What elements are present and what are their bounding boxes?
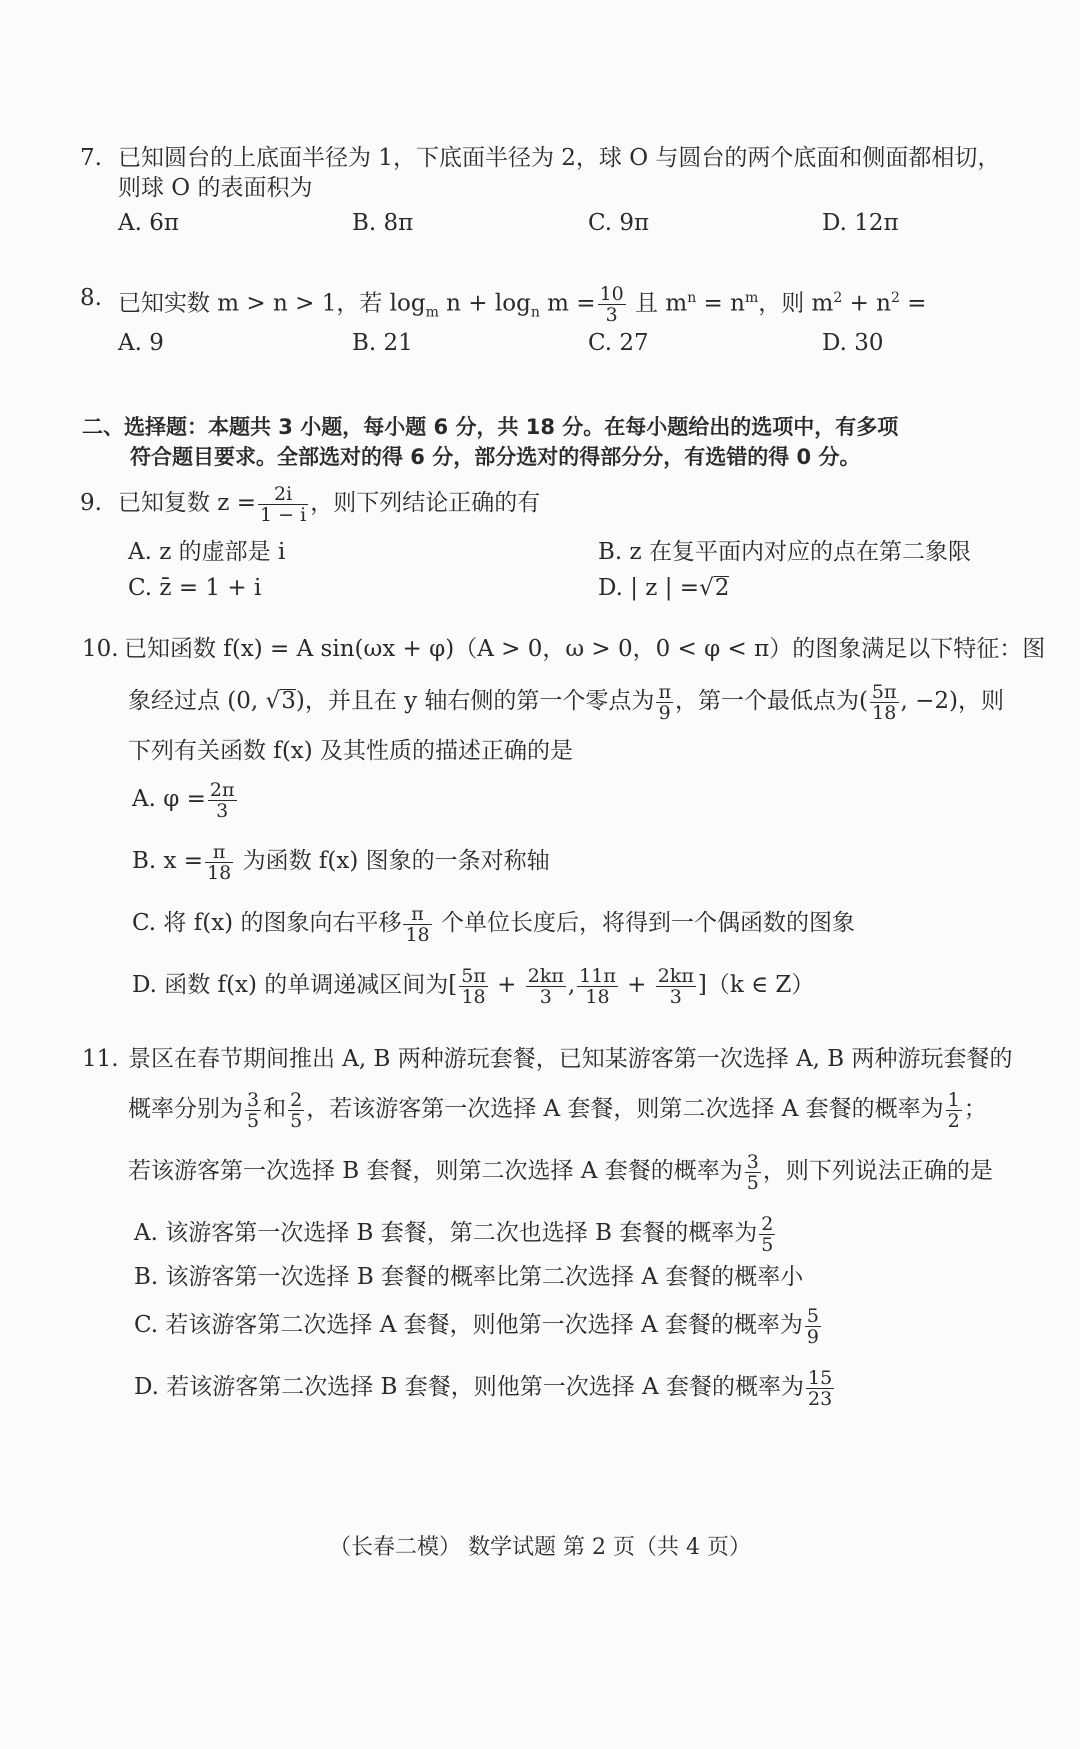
- fraction: $\frac{15}{23}$: [808, 1366, 833, 1410]
- question-text-line: 已知复数 z = $\frac{2i}{1 - i}$ ，则下列结论正确的有: [118, 482, 541, 526]
- option-a: A. φ = $\frac{2\pi}{3}$: [132, 778, 235, 822]
- question-text-line: 若该游客第一次选择 B 套餐，则第二次选择 A 套餐的概率为 $\frac{3}{5}$ ，则下列说法正确的是: [128, 1150, 993, 1194]
- question-text-line: 已知圆台的上底面半径为 1，下底面半径为 2，球 O 与圆台的两个底面和侧面都相切，: [118, 145, 1001, 171]
- option-c: C. 27: [588, 330, 649, 356]
- section-heading-line: 二、选择题：本题共 3 小题，每小题 6 分，共 18 分。在每小题给出的选项中，有多项: [82, 415, 899, 439]
- option-a: A. 9: [118, 330, 164, 356]
- option-d: D. 12π: [822, 210, 899, 236]
- fraction: $\frac{\pi}{9}$: [658, 680, 671, 724]
- option-c: C. z̄ = 1 + i: [128, 575, 262, 601]
- fraction: $\frac{3}{5}$: [247, 1088, 260, 1132]
- question-text-line: 景区在春节期间推出 A, B 两种游玩套餐，已知某游客第一次选择 A, B 两种游玩套餐的: [128, 1046, 1013, 1072]
- question-number: 9.: [80, 490, 102, 516]
- section-heading-line: 符合题目要求。全部选对的得 6 分，部分选对的得部分分，有选错的得 0 分。: [130, 445, 861, 469]
- question-text-line: 下列有关函数 f(x) 及其性质的描述正确的是: [128, 738, 574, 764]
- fraction: $\frac{2}{5}$: [761, 1212, 774, 1256]
- option-a: A. 6π: [118, 210, 179, 236]
- fraction: $\frac{5\pi}{18}$: [461, 964, 486, 1008]
- page-footer: （长春二模） 数学试题 第 2 页（共 4 页）: [329, 1535, 751, 1560]
- fraction: $\frac{2}{5}$: [290, 1088, 303, 1132]
- option-a: A. z 的虚部是 i: [128, 539, 286, 565]
- option-b: B. 该游客第一次选择 B 套餐的概率比第二次选择 A 套餐的概率小: [134, 1264, 804, 1290]
- option-b: B. z 在复平面内对应的点在第二象限: [598, 539, 971, 565]
- option-b: B. 21: [352, 330, 413, 356]
- option-b: B. x = $\frac{\pi}{18}$ 为函数 f(x) 图象的一条对称轴: [132, 840, 550, 884]
- fraction: $\frac{\pi}{18}$: [207, 840, 232, 884]
- option-d: D. 函数 f(x) 的单调递减区间为[ $\frac{5\pi}{18}$ + $\frac{2k\pi}{3}$ , $\frac{11\pi}{18}$ + $\frac{2k\pi}{3}$ ]（k ∈ Z）: [132, 964, 815, 1008]
- option-b: B. 8π: [352, 210, 414, 236]
- fraction: $\frac{10}{3}$: [599, 283, 624, 327]
- fraction: $\frac{3}{5}$: [746, 1150, 759, 1194]
- fraction: $\frac{5}{9}$: [806, 1304, 819, 1348]
- option-c: C. 9π: [588, 210, 650, 236]
- fraction: $\frac{2k\pi}{3}$: [657, 964, 694, 1008]
- option-c: C. 若该游客第二次选择 A 套餐，则他第一次选择 A 套餐的概率为 $\frac{5}{9}$: [134, 1304, 819, 1348]
- option-d: D. | z | =√2: [598, 575, 730, 601]
- fraction: $\frac{2k\pi}{3}$: [527, 964, 564, 1008]
- option-c: C. 将 f(x) 的图象向右平移 $\frac{\pi}{18}$ 个单位长度后，将得到一个偶函数的图象: [132, 902, 855, 946]
- question-text-line: 已知函数 f(x) = A sin(ωx + φ)（A > 0，ω > 0，0 < φ < π）的图象满足以下特征：图: [124, 636, 1046, 662]
- fraction: $\frac{2\pi}{3}$: [209, 778, 235, 822]
- fraction: $\frac{\pi}{18}$: [405, 902, 430, 946]
- question-text-line: 象经过点 (0, √3)，并且在 y 轴右侧的第一个零点为 $\frac{\pi}{9}$ ，第一个最低点为( $\frac{5\pi}{18}$ , −2)，则: [128, 680, 1004, 724]
- question-number: 10.: [82, 636, 119, 662]
- question-number: 8.: [80, 285, 102, 311]
- fraction: $\frac{1}{2}$: [947, 1088, 960, 1132]
- option-d: D. 30: [822, 330, 884, 356]
- option-d: D. 若该游客第二次选择 B 套餐，则他第一次选择 A 套餐的概率为 $\frac{15}{23}$: [134, 1366, 833, 1410]
- fraction: $\frac{2i}{1 - i}$: [260, 482, 307, 526]
- option-a: A. 该游客第一次选择 B 套餐，第二次也选择 B 套餐的概率为 $\frac{2}{5}$: [134, 1212, 774, 1256]
- question-text-line: 概率分别为 $\frac{3}{5}$ 和 $\frac{2}{5}$ ，若该游客第一次选择 A 套餐，则第二次选择 A 套餐的概率为 $\frac{1}{2}$ ；: [128, 1088, 987, 1132]
- question-text-line: 已知实数 m > n > 1，若 $\log_m n + \log_n m$ = $\frac{10}{3}$ 且 $m^n = n^m$，则 $m^2 + n^2$ =: [118, 283, 927, 327]
- question-number: 7.: [80, 145, 102, 171]
- fraction: $\frac{5\pi}{18}$: [871, 680, 897, 724]
- fraction: $\frac{11\pi}{18}$: [579, 964, 616, 1008]
- question-text-line: 则球 O 的表面积为: [118, 175, 313, 201]
- question-number: 11.: [82, 1046, 119, 1072]
